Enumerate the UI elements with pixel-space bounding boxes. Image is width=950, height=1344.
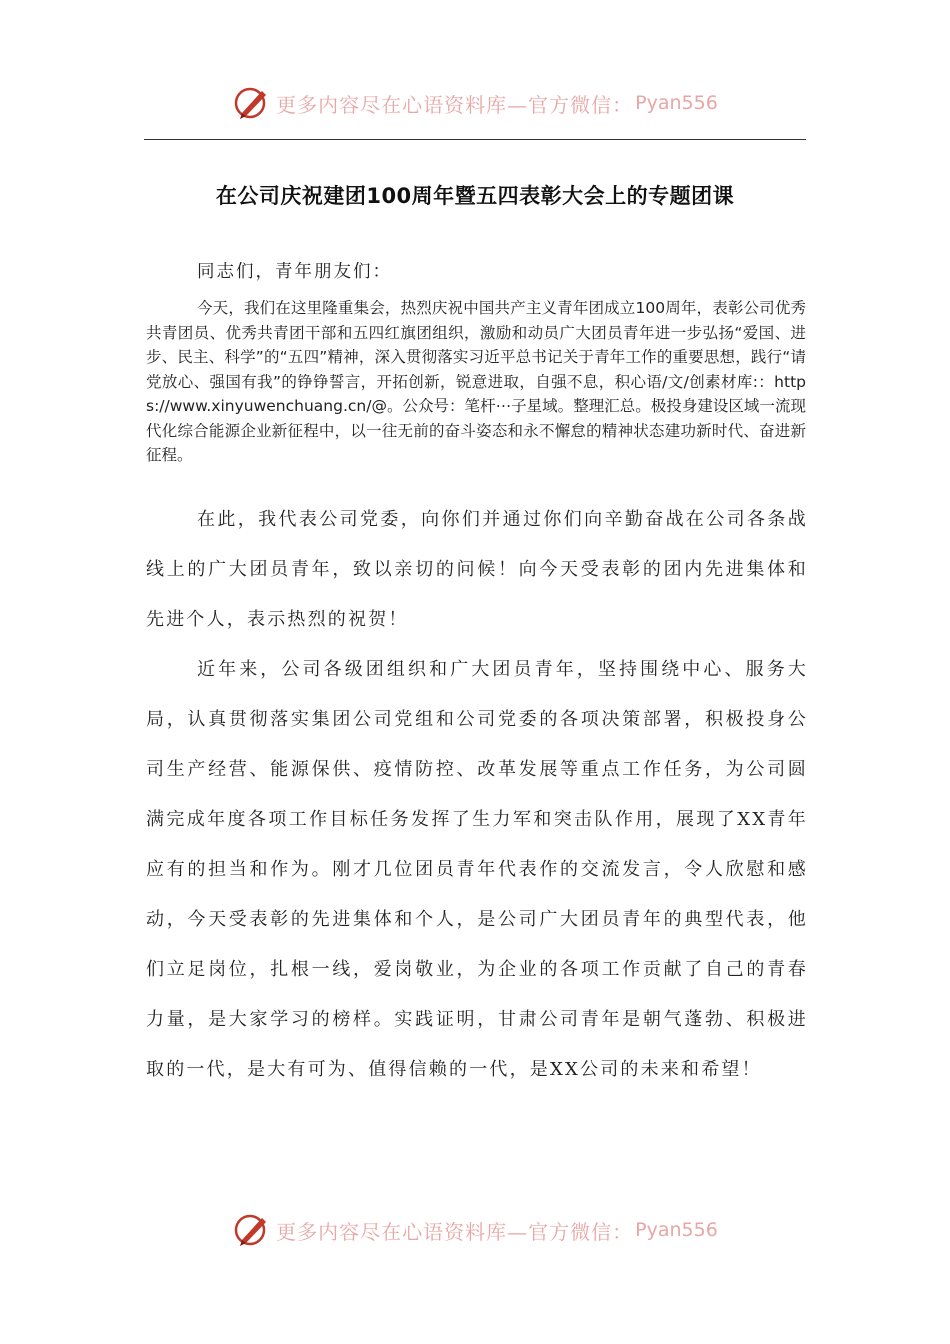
greeting: 同志们，青年朋友们： xyxy=(197,262,392,282)
header-banner xyxy=(0,78,950,128)
paragraph-2: 在此，我代表公司党委，向你们并通过你们向辛勤奋战在公司各条战线上的广大团员青年，致以亲切的问候！向今天受表彰的团内先进集体和先进个人，表示热烈的祝贺！ xyxy=(146,509,808,630)
header-banner-text: 更多内容尽在心语资料库—官方微信： xyxy=(276,92,634,117)
header-wechat-id: Pyan556 xyxy=(635,92,718,114)
pen-logo-icon xyxy=(232,1210,272,1250)
footer-banner-text: 更多内容尽在心语资料库—官方微信： xyxy=(276,1219,634,1244)
document-title: 在公司庆祝建团100周年暨五四表彰大会上的专题团课 xyxy=(215,184,735,208)
paragraph-3: 近年来，公司各级团组织和广大团员青年，坚持围绕中心、服务大局，认真贯彻落实集团公司党组和公司党委的各项决策部署，积极投身公司生产经营、能源保供、疫情防控、改革发展等重点工作任务，为公司圆满完成年度各项工作目标任务发挥了生力军和突击队作用，展现了XX青年应有的担当和作为。刚才几位团员青年代表作的交流发言，令人欣慰和感动，今天受表彰的先进集体和个人，是公司广大团员青年的典型代表，他们立足岗位，扎根一线，爱岗敬业，为企业的各项工作贡献了自己的青春力量，是大家学习的榜样。实践证明，甘肃公司青年是朝气蓬勃、积极进取的一代，是大有可为、值得信赖的一代，是XX公司的未来和希望！ xyxy=(146,659,808,1080)
header-divider xyxy=(144,139,806,140)
pen-logo-icon xyxy=(232,83,272,123)
footer-wechat-id: Pyan556 xyxy=(635,1219,718,1241)
footer-banner xyxy=(0,1205,950,1255)
paragraph-1: 今天，我们在这里隆重集会，热烈庆祝中国共产主义青年团成立100周年，表彰公司优秀共青团员、优秀共青团干部和五四红旗团组织，激励和动员广大团员青年进一步弘扬“爱国、进步、民主、科学”的“五四”精神，深入贯彻落实习近平总书记关于青年工作的重要思想，践行“请党放心、强国有我”的铮铮誓言，开拓创新，锐意进取，自强不息，积心语/文/创素材库:：https://www.xinyuwenchuang.cn/@。公众号：笔杆⋯子星域。整理汇总。极投身建设区域一流现代化综合能源企业新征程中，以一往无前的奋斗姿态和永不懈怠的精神状态建功新时代、奋进新征程。 xyxy=(146,299,806,464)
